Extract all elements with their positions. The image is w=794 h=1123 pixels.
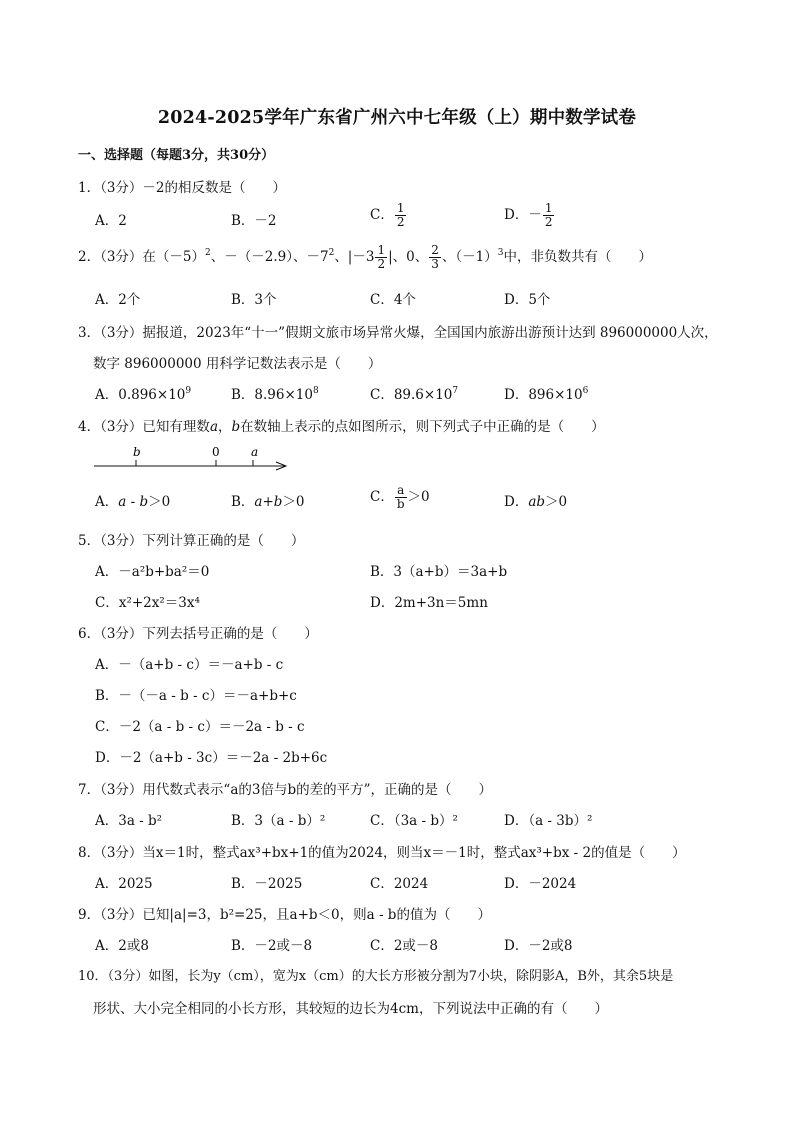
q3-option-b: B．$8.96\times 10^8$	[231, 386, 319, 403]
q6-option-d: D．－2（a+b - 3c）＝－2a - 2b+6c	[95, 750, 328, 766]
q2-option-a: A．2个	[95, 292, 141, 308]
q8-option-b: B．－2025	[231, 876, 303, 892]
q5-option-a: A．－a²b+ba²＝0	[95, 564, 210, 580]
q1-option-b: B．－2	[231, 213, 277, 229]
q3-option-c: C．$89.6\times 10^7$	[370, 386, 459, 403]
q5-option-c: C．x²+2x²＝3x⁴	[95, 595, 200, 611]
label-b: b	[133, 445, 141, 459]
q7-option-d: D．（a - 3b）²	[504, 813, 593, 829]
question-9-stem: 9．（3分）已知|a|=3，b²=25，且a+b＜0，则a - b的值为（ ）	[78, 907, 491, 923]
question-3-line-1: 3．（3分）据报道，2023年“十一”假期文旅市场异常火爆，全国国内旅游出游预计达到 896000000人次，	[78, 325, 718, 341]
question-6-stem: 6．（3分）下列去括号正确的是（ ）	[78, 626, 318, 642]
q9-option-c: C．2或－8	[370, 938, 439, 954]
question-4-stem: 4．（3分）已知有理数a，b在数轴上表示的点如图所示，则下列式子中正确的是（ ）	[78, 419, 605, 435]
q5-option-b: B．3（a+b）＝3a+b	[370, 564, 508, 580]
q9-option-b: B．－2或－8	[231, 938, 313, 954]
q3-option-a: A．$0.896\times 10^9$	[95, 386, 192, 403]
q9-option-a: A．2或8	[95, 938, 149, 954]
question-2-stem: 2．（3分）在$(-5)^2$、－（－2.9）、$-7^2$、|－3 $\frac{1}{2}$ |、0、 $\frac{2}{3}$ 、$(-1)^3$中，非负数共有（ ）	[78, 243, 652, 271]
q8-option-d: D．－2024	[504, 876, 577, 892]
question-10-line-2: 形状、大小完全相同的小长方形，其较短的边长为4cm，下列说法中正确的有（ ）	[93, 1001, 608, 1017]
q2-option-b: B．3个	[231, 292, 277, 308]
q4-option-b: B．a+b＞0	[231, 494, 305, 510]
question-10-line-1: 10．（3分）如图，长为y（cm），宽为x（cm）的大长方形被分割为7小块，除阴影A，B外，其余5块是	[78, 969, 674, 984]
q5-option-d: D．2m+3n＝5mn	[370, 595, 488, 611]
question-3-line-2: 数字 896000000 用科学记数法表示是（ ）	[93, 356, 382, 372]
q4-option-a: A．a - b＞0	[95, 494, 171, 510]
q6-option-b: B．－（－a - b - c）＝－a+b+c	[95, 688, 297, 704]
q3-option-d: D．$896\times 10^6$	[504, 386, 589, 403]
question-1-stem: 1．（3分）－2的相反数是（ ）	[78, 180, 287, 196]
page-title: 2024-2025学年广东省广州六中七年级（上）期中数学试卷	[157, 108, 637, 128]
section-heading: 一、选择题（每题3分，共30分）	[78, 148, 275, 163]
q7-option-a: A．3a - b²	[95, 813, 163, 829]
label-a: a	[251, 445, 259, 459]
question-5-stem: 5．（3分）下列计算正确的是（ ）	[78, 533, 305, 549]
q8-option-a: A．2025	[95, 876, 153, 892]
q4-option-c: C． $\frac{a}{b}$ ＞0	[370, 483, 430, 511]
fraction: $\frac{1}{2}$	[396, 201, 405, 229]
q1-option-d: D．－ $\frac{1}{2}$	[504, 201, 553, 229]
q4-option-d: D．ab＞0	[504, 494, 568, 510]
q7-option-c: C．（3a - b）²	[370, 813, 458, 829]
q2-option-c: C．4个	[370, 292, 416, 308]
q1-option-c: C． $\frac{1}{2}$	[370, 201, 405, 229]
label-zero: 0	[212, 445, 220, 459]
q1-option-a: A．2	[95, 213, 127, 229]
q6-option-c: C．－2（a - b - c）＝－2a - b - c	[95, 719, 305, 735]
q7-option-b: B．3（a - b）²	[231, 813, 326, 829]
number-line-figure	[90, 443, 295, 477]
q8-option-c: C．2024	[370, 876, 429, 892]
q2-option-d: D．5个	[504, 292, 551, 308]
q6-option-a: A．－（a+b - c）＝－a+b - c	[95, 657, 284, 673]
question-8-stem: 8．（3分）当x＝1时，整式ax³+bx+1的值为2024，则当x＝－1时，整式ax³+bx - 2的值是（ ）	[78, 845, 686, 861]
q9-option-d: D．－2或8	[504, 938, 573, 954]
question-7-stem: 7．（3分）用代数式表示“a的3倍与b的差的平方”，正确的是（ ）	[78, 782, 493, 798]
fraction: $\frac{1}{2}$	[544, 201, 553, 229]
